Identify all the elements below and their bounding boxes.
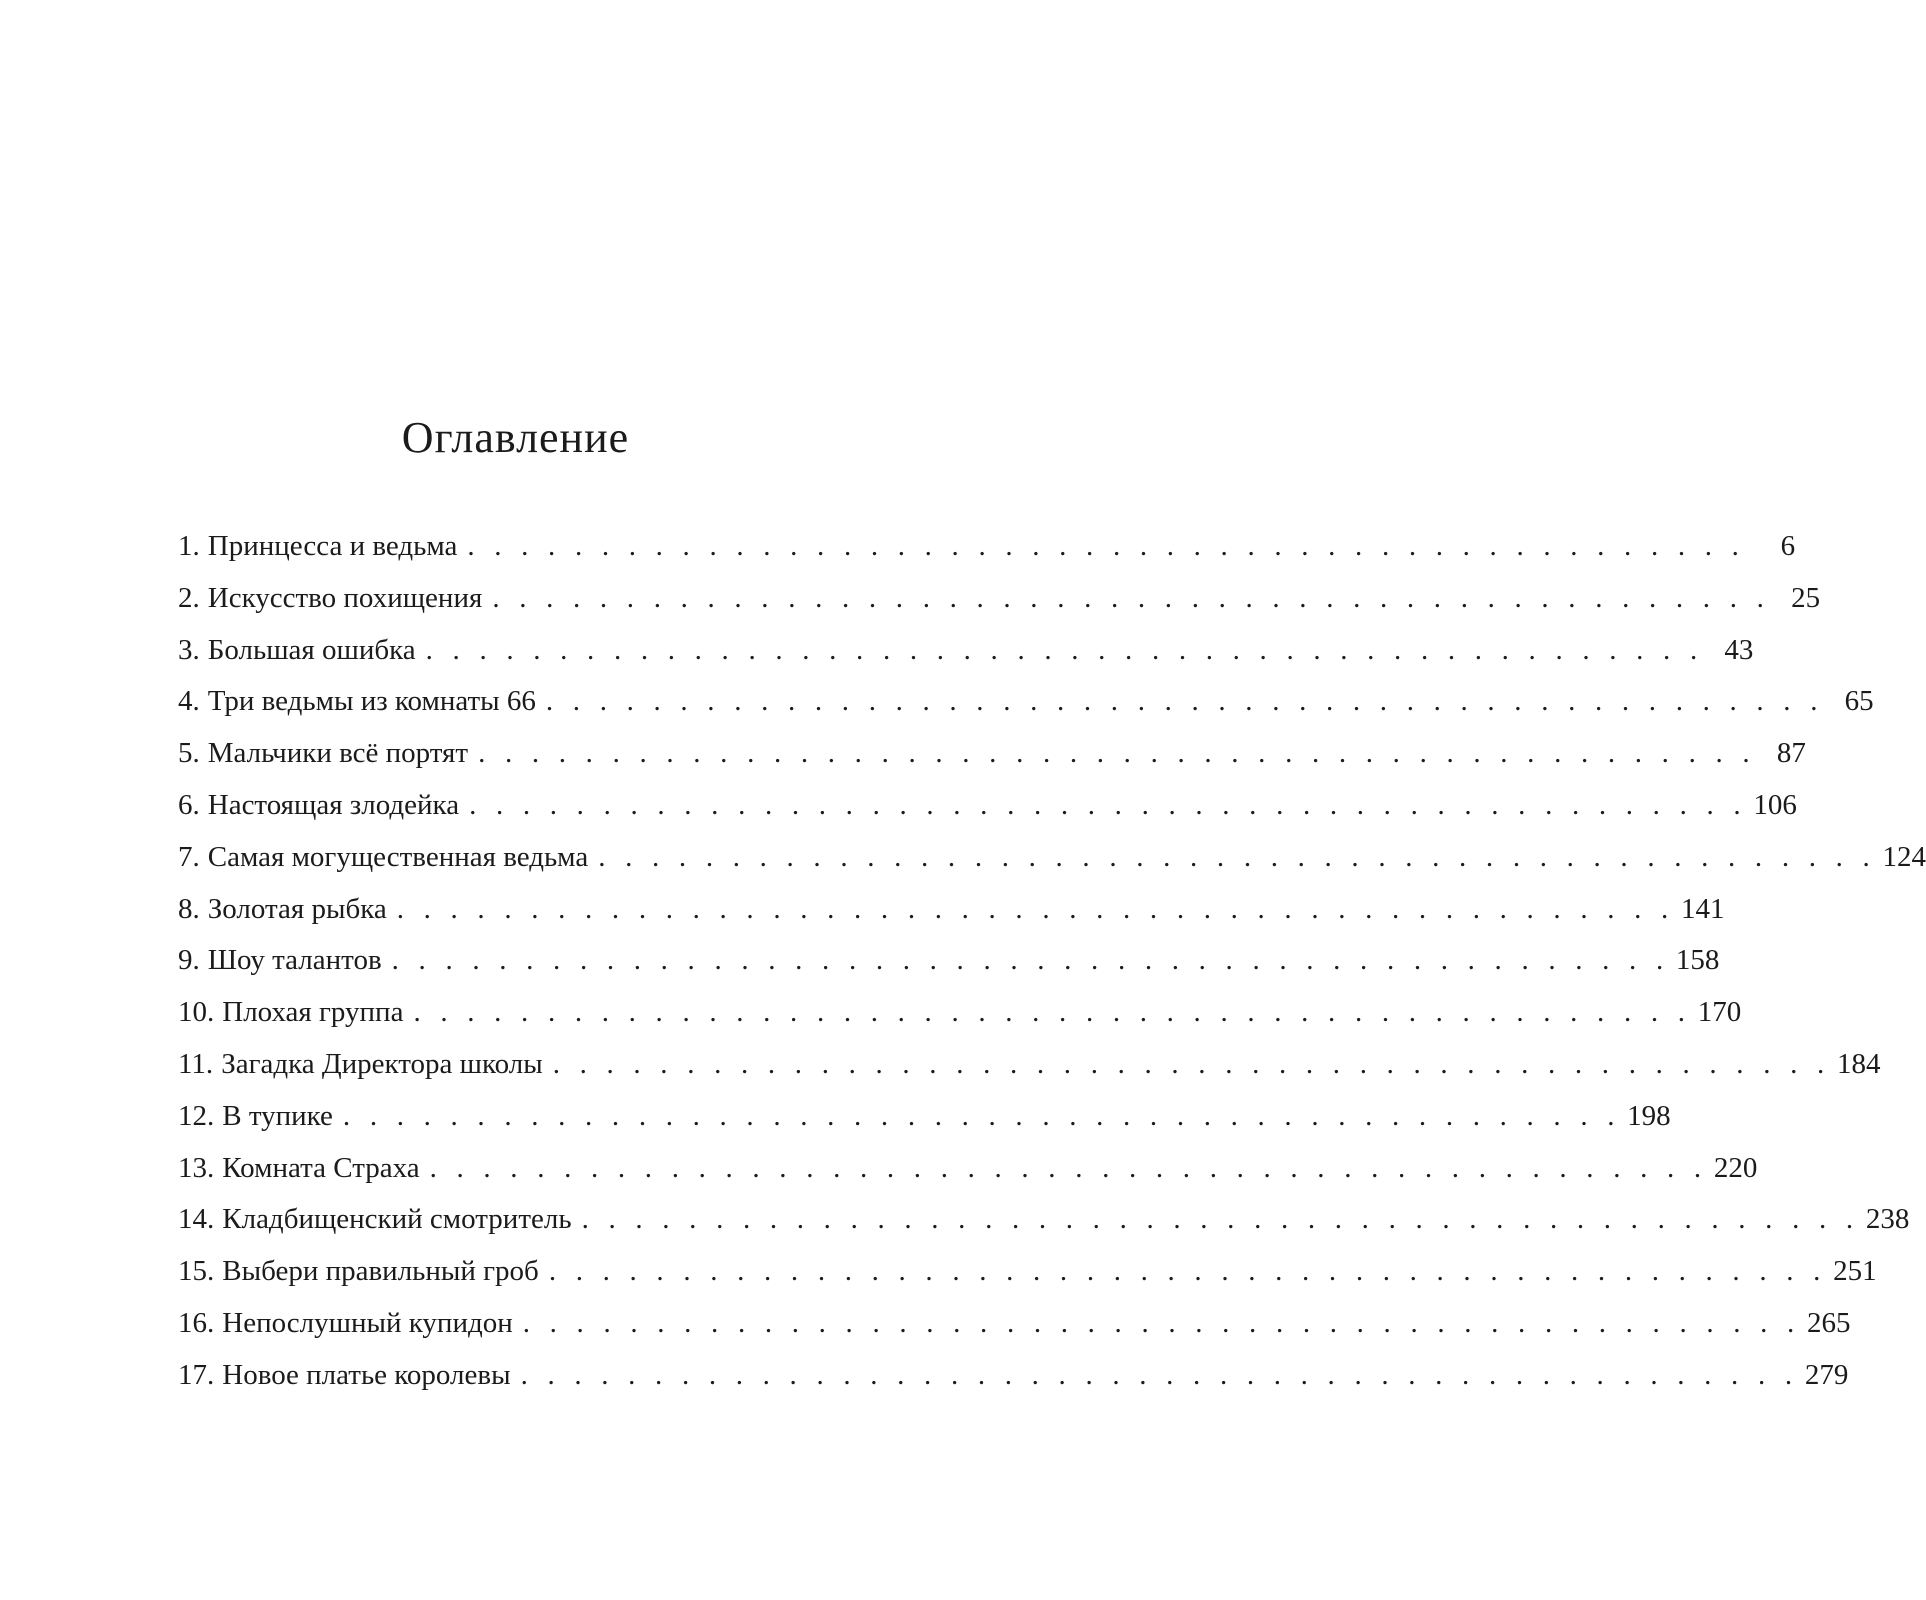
toc-entry-title: Золотая рыбка bbox=[207, 892, 387, 925]
toc-entry bbox=[178, 935, 1720, 987]
page-title: Оглавление bbox=[401, 413, 630, 462]
toc-entry-page: 170 bbox=[1697, 996, 1742, 1029]
toc-entry bbox=[178, 1350, 1849, 1402]
toc-entry-title: Искусство похищения bbox=[207, 581, 483, 614]
toc-entry-page: 279 bbox=[1804, 1358, 1849, 1391]
toc-entry bbox=[178, 728, 1806, 780]
dot-leader: . . . . . . . . . . . . . . . . . . . . . . . . . . . . . . . . . . . . . . . . . . . . . . . . bbox=[545, 685, 1824, 718]
toc-entry-page: 65 bbox=[1844, 685, 1874, 718]
toc-entry-number: 16. bbox=[178, 1306, 215, 1339]
toc-entry-number: 11. bbox=[178, 1047, 214, 1080]
dot-leader: . . . . . . . . . . . . . . . . . . . . . . . . . . . . . . . . . . . . . . . . . . . . . . . . bbox=[492, 581, 1771, 614]
dot-leader: . . . . . . . . . . . . . . . . . . . . . . . . . . . . . . . . . . . . . . . . . . . . . . . . bbox=[391, 944, 1670, 977]
toc-entry bbox=[178, 676, 1874, 728]
dot-leader: . . . . . . . . . . . . . . . . . . . . . . . . . . . . . . . . . . . . . . . . . . . . . . . . bbox=[342, 1099, 1621, 1132]
toc-entry bbox=[178, 1091, 1671, 1143]
toc-entry-title: Мальчики всё портят bbox=[207, 737, 469, 770]
toc-entry-title: Настоящая злодейка bbox=[207, 788, 460, 821]
dot-leader: . . . . . . . . . . . . . . . . . . . . . . . . . . . . . . . . . . . . . . . . . . . . . . . . bbox=[469, 788, 1747, 821]
toc-entry-title: Непослушный купидон bbox=[222, 1306, 513, 1339]
toc-entry-page: 25 bbox=[1791, 581, 1821, 614]
toc-entry-number: 2. bbox=[178, 581, 200, 614]
dot-leader: . . . . . . . . . . . . . . . . . . . . . . . . . . . . . . . . . . . . . . . . . . . . . . . . bbox=[548, 1255, 1827, 1288]
dot-leader: . . . . . . . . . . . . . . . . . . . . . . . . . . . . . . . . . . . . . . . . . . . . . . . . bbox=[478, 737, 1756, 770]
toc-entry-number: 3. bbox=[178, 633, 200, 666]
toc-entry-title: Загадка Директора школы bbox=[221, 1047, 543, 1080]
table-of-contents bbox=[178, 521, 1926, 1402]
toc-entry-title: Принцесса и ведьма bbox=[207, 530, 458, 562]
toc-entry-number: 17. bbox=[178, 1358, 215, 1391]
toc-entry-page: 158 bbox=[1675, 944, 1720, 977]
dot-leader: . . . . . . . . . . . . . . . . . . . . . . . . . . . . . . . . . . . . . . . . . . . . . . . . bbox=[552, 1047, 1831, 1080]
dot-leader: . . . . . . . . . . . . . . . . . . . . . . . . . . . . . . . . . . . . . . . . . . . . . . . . bbox=[425, 633, 1704, 666]
toc-entry-title: Самая могущественная ведьма bbox=[207, 840, 589, 873]
toc-entry bbox=[178, 987, 1742, 1039]
toc-entry-number: 12. bbox=[178, 1099, 215, 1132]
toc-entry-number: 14. bbox=[178, 1203, 215, 1236]
toc-entry-page: 184 bbox=[1836, 1047, 1881, 1080]
toc-entry-page: 220 bbox=[1713, 1151, 1758, 1184]
dot-leader: . . . . . . . . . . . . . . . . . . . . . . . . . . . . . . . . . . . . . . . . . . . . . . . . bbox=[396, 892, 1675, 925]
dot-leader: . . . . . . . . . . . . . . . . . . . . . . . . . . . . . . . . . . . . . . . . . . . . . . . . bbox=[413, 996, 1692, 1029]
toc-entry-title: В тупике bbox=[222, 1099, 333, 1132]
toc-entry-title: Комната Страха bbox=[222, 1151, 420, 1184]
dot-leader: . . . . . . . . . . . . . . . . . . . . . . . . . . . . . . . . . . . . . . . . . . . . . . . . bbox=[429, 1151, 1708, 1184]
toc-entry-number: 5. bbox=[178, 737, 200, 770]
toc-entry-page: 238 bbox=[1865, 1203, 1910, 1236]
toc-entry bbox=[178, 1143, 1758, 1195]
toc-entry-page: 251 bbox=[1833, 1255, 1877, 1288]
toc-entry-page: 43 bbox=[1724, 633, 1754, 666]
toc-entry bbox=[178, 625, 1754, 677]
dot-leader: . . . . . . . . . . . . . . . . . . . . . . . . . . . . . . . . . . . . . . . . . . . . . . . . bbox=[581, 1203, 1860, 1236]
toc-entry bbox=[178, 1298, 1851, 1350]
dot-leader: . . . . . . . . . . . . . . . . . . . . . . . . . . . . . . . . . . . . . . . . . . . . . . . . bbox=[522, 1306, 1801, 1339]
toc-entry-number: 1. bbox=[178, 530, 200, 562]
dot-leader: . . . . . . . . . . . . . . . . . . . . . . . . . . . . . . . . . . . . . . . . . . . . . . . . bbox=[467, 530, 1746, 562]
toc-entry-page: 141 bbox=[1680, 892, 1725, 925]
toc-entry-page: 87 bbox=[1776, 737, 1806, 770]
toc-entry-page: 198 bbox=[1627, 1099, 1671, 1132]
toc-entry bbox=[178, 832, 1926, 884]
toc-entry-number: 13. bbox=[178, 1151, 215, 1184]
toc-entry bbox=[178, 884, 1725, 936]
toc-entry-title: Большая ошибка bbox=[207, 633, 416, 666]
dot-leader: . . . . . . . . . . . . . . . . . . . . . . . . . . . . . . . . . . . . . . . . . . . . . . . . bbox=[520, 1358, 1799, 1391]
toc-entry-page: 124 bbox=[1882, 840, 1926, 873]
toc-entry-number: 15. bbox=[178, 1255, 215, 1288]
toc-entry bbox=[178, 1039, 1881, 1091]
toc-entry-number: 7. bbox=[178, 840, 200, 873]
toc-entry-number: 10. bbox=[178, 996, 215, 1029]
toc-entry-title: Плохая группа bbox=[222, 996, 404, 1029]
toc-entry bbox=[178, 1246, 1877, 1298]
toc-entry-title: Три ведьмы из комнаты 66 bbox=[207, 685, 536, 718]
toc-entry-title: Выбери правильный гроб bbox=[222, 1255, 539, 1288]
toc-entry-title: Кладбищенский смотритель bbox=[222, 1203, 572, 1236]
toc-entry-page: 265 bbox=[1807, 1306, 1851, 1339]
toc-entry-number: 9. bbox=[178, 944, 200, 977]
toc-entry-title: Шоу талантов bbox=[207, 944, 382, 977]
toc-entry-number: 6. bbox=[178, 788, 200, 821]
dot-leader: . . . . . . . . . . . . . . . . . . . . . . . . . . . . . . . . . . . . . . . . . . . . . . . . bbox=[598, 840, 1876, 873]
toc-entry-title: Новое платье королевы bbox=[222, 1358, 511, 1391]
toc-entry bbox=[178, 780, 1797, 832]
toc-entry-number: 4. bbox=[178, 685, 200, 718]
toc-entry-page: 6 bbox=[1780, 530, 1796, 562]
toc-entry bbox=[178, 573, 1821, 625]
toc-entry bbox=[178, 1194, 1910, 1246]
toc-entry bbox=[178, 521, 1796, 573]
toc-entry-page: 106 bbox=[1753, 788, 1797, 821]
toc-entry-number: 8. bbox=[178, 892, 200, 925]
